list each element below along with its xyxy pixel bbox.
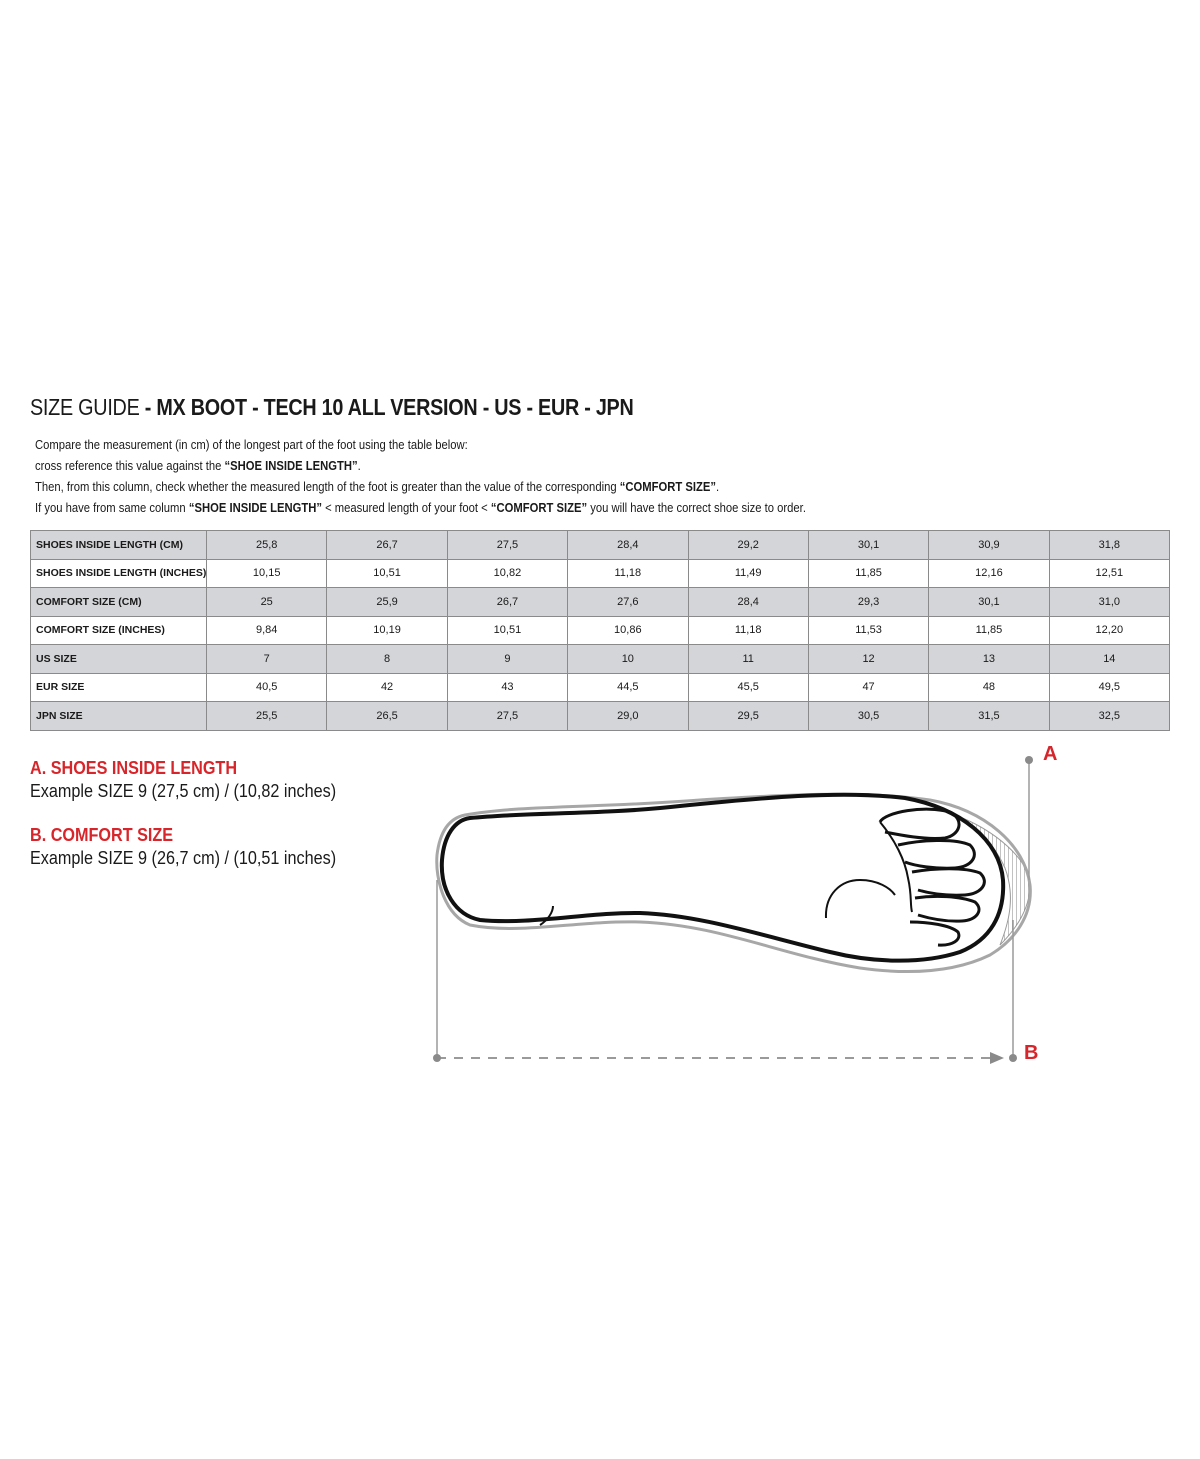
table-cell: 7 xyxy=(207,645,327,674)
table-cell: 10,15 xyxy=(207,559,327,588)
table-cell: 10 xyxy=(568,645,688,674)
table-cell: 30,5 xyxy=(808,702,928,731)
legend-b-heading: B. COMFORT SIZE xyxy=(30,825,174,845)
table-cell: 14 xyxy=(1049,645,1169,674)
table-cell: 47 xyxy=(808,673,928,702)
table-cell: 29,5 xyxy=(688,702,808,731)
table-cell: 29,0 xyxy=(568,702,688,731)
instruction-text: you will have the correct shoe size to order. xyxy=(587,501,806,515)
legend-b-example: Example SIZE 9 (26,7 cm) / (10,51 inches) xyxy=(30,848,337,868)
table-cell: 11,85 xyxy=(929,616,1049,645)
ball-arc xyxy=(826,880,895,918)
instruction-text: Compare the measurement (in cm) of the longest part of the foot using the table below: xyxy=(35,438,468,452)
instruction-text: cross reference this value against the xyxy=(35,459,225,473)
row-label: US SIZE xyxy=(31,645,207,674)
row-label: SHOES INSIDE LENGTH (INCHES) xyxy=(31,559,207,588)
table-cell: 27,5 xyxy=(447,702,567,731)
table-cell: 10,86 xyxy=(568,616,688,645)
row-label: SHOES INSIDE LENGTH (CM) xyxy=(31,531,207,560)
table-cell: 49,5 xyxy=(1049,673,1169,702)
measure-end-dot xyxy=(1009,1054,1017,1062)
instruction-text: . xyxy=(715,480,720,494)
table-cell: 10,51 xyxy=(327,559,447,588)
instruction-text: Then, from this column, check whether the measured length of the foot is greater than the value of the corresponding xyxy=(35,480,620,494)
table-cell: 11,18 xyxy=(568,559,688,588)
instruction-text: < measured length of your foot < xyxy=(321,501,491,515)
measure-arrowhead xyxy=(990,1052,1004,1064)
table-cell: 25 xyxy=(207,588,327,617)
table-cell: 11,85 xyxy=(808,559,928,588)
table-cell: 11 xyxy=(688,645,808,674)
table-cell: 11,53 xyxy=(808,616,928,645)
table-cell: 32,5 xyxy=(1049,702,1169,731)
instruction-emphasis: “SHOE INSIDE LENGTH” xyxy=(224,459,358,473)
table-cell: 45,5 xyxy=(688,673,808,702)
instruction-emphasis: “COMFORT SIZE” xyxy=(490,501,588,515)
table-cell: 25,9 xyxy=(327,588,447,617)
table-cell: 30,9 xyxy=(929,531,1049,560)
marker-b-label: B xyxy=(1024,1042,1039,1064)
table-cell: 13 xyxy=(929,645,1049,674)
toe-5 xyxy=(910,922,959,945)
table-cell: 11,18 xyxy=(688,616,808,645)
table-cell: 12,51 xyxy=(1049,559,1169,588)
table-cell: 29,3 xyxy=(808,588,928,617)
table-cell: 27,6 xyxy=(568,588,688,617)
table-cell: 26,5 xyxy=(327,702,447,731)
title-product: - MX BOOT - TECH 10 ALL VERSION - US - EUR - JPN xyxy=(139,394,634,420)
table-cell: 40,5 xyxy=(207,673,327,702)
row-label: JPN SIZE xyxy=(31,702,207,731)
toe-2 xyxy=(898,840,974,868)
table-cell: 48 xyxy=(929,673,1049,702)
legend-a-heading: A. SHOES INSIDE LENGTH xyxy=(30,758,238,778)
toe-3 xyxy=(912,869,984,895)
table-cell: 28,4 xyxy=(688,588,808,617)
table-cell: 10,19 xyxy=(327,616,447,645)
table-cell: 10,51 xyxy=(447,616,567,645)
instruction-emphasis: “COMFORT SIZE” xyxy=(619,480,716,494)
table-cell: 30,1 xyxy=(929,588,1049,617)
row-label: COMFORT SIZE (CM) xyxy=(31,588,207,617)
arch-curve xyxy=(540,906,553,925)
instruction-text: If you have from same column xyxy=(35,501,189,515)
table-cell: 43 xyxy=(447,673,567,702)
table-cell: 12,20 xyxy=(1049,616,1169,645)
table-cell: 26,7 xyxy=(447,588,567,617)
toe-1 xyxy=(880,809,959,838)
table-cell: 9 xyxy=(447,645,567,674)
table-cell: 31,8 xyxy=(1049,531,1169,560)
title-prefix: SIZE GUIDE xyxy=(30,394,140,420)
table-cell: 25,5 xyxy=(207,702,327,731)
instruction-text: . xyxy=(357,459,361,473)
toe-4 xyxy=(915,896,979,921)
table-cell: 44,5 xyxy=(568,673,688,702)
table-cell: 28,4 xyxy=(568,531,688,560)
instruction-emphasis: “SHOE INSIDE LENGTH” xyxy=(188,501,322,515)
table-cell: 26,7 xyxy=(327,531,447,560)
marker-a-dot xyxy=(1025,756,1033,764)
table-cell: 25,8 xyxy=(207,531,327,560)
table-cell: 42 xyxy=(327,673,447,702)
table-cell: 12,16 xyxy=(929,559,1049,588)
marker-a-label: A xyxy=(1043,743,1058,765)
table-cell: 27,5 xyxy=(447,531,567,560)
legend-a-example: Example SIZE 9 (27,5 cm) / (10,82 inches) xyxy=(30,781,337,801)
table-cell: 29,2 xyxy=(688,531,808,560)
table-cell: 9,84 xyxy=(207,616,327,645)
foot-outline xyxy=(442,795,1003,961)
row-label: EUR SIZE xyxy=(31,673,207,702)
measure-start-dot xyxy=(433,1054,441,1062)
table-cell: 31,0 xyxy=(1049,588,1169,617)
table-cell: 31,5 xyxy=(929,702,1049,731)
table-cell: 12 xyxy=(808,645,928,674)
table-cell: 30,1 xyxy=(808,531,928,560)
table-cell: 8 xyxy=(327,645,447,674)
table-cell: 10,82 xyxy=(447,559,567,588)
row-label: COMFORT SIZE (INCHES) xyxy=(31,616,207,645)
table-cell: 11,49 xyxy=(688,559,808,588)
